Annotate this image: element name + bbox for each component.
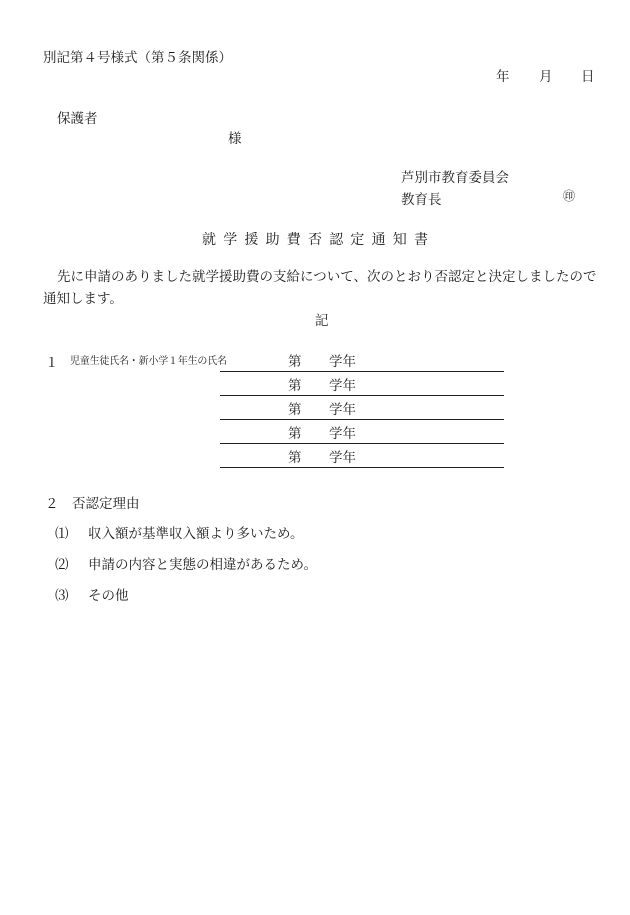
grade-dai: 第 xyxy=(288,378,302,394)
date-year: 年 xyxy=(496,69,510,85)
grade-dai: 第 xyxy=(288,450,302,466)
issuer-title: 教育長 xyxy=(401,192,442,208)
reason-text: その他 xyxy=(88,588,129,604)
reason-text: 申請の内容と実態の相違があるため。 xyxy=(88,557,317,573)
reason-number: ⑵ xyxy=(55,557,69,573)
item2-number: ２ xyxy=(45,496,59,512)
grade-gakunen: 学年 xyxy=(329,378,356,394)
date-day: 日 xyxy=(581,69,595,85)
reason-item xyxy=(55,584,129,604)
item1-label: 児童生徒氏名・新小学１年生の氏名 xyxy=(70,356,227,367)
grade-dai: 第 xyxy=(288,354,302,370)
date-line xyxy=(496,65,595,85)
grade-gakunen: 学年 xyxy=(329,354,356,370)
item2-label: 否認定理由 xyxy=(72,496,140,512)
reason-number: ⑴ xyxy=(55,526,69,542)
ki-heading: 記 xyxy=(315,313,329,329)
date-month: 月 xyxy=(539,69,553,85)
form-label: 別記第４号様式（第５条関係） xyxy=(43,50,232,66)
item2-heading xyxy=(45,492,140,512)
grade-gakunen: 学年 xyxy=(329,426,356,442)
reason-item xyxy=(55,522,303,542)
recipient-title: 保護者 xyxy=(57,111,98,127)
grade-row xyxy=(220,420,504,444)
reason-item xyxy=(55,553,317,573)
seal-mark: ㊞ xyxy=(563,189,576,203)
grade-gakunen: 学年 xyxy=(329,402,356,418)
issuer-organization: 芦別市教育委員会 xyxy=(401,170,509,186)
recipient-honorific: 様 xyxy=(228,131,242,147)
grade-row xyxy=(220,348,504,372)
body-text: 先に申請のありました就学援助費の支給について、次のとおり否認定と決定しましたので通知します。 xyxy=(43,269,597,307)
reason-text: 収入額が基準収入額より多いため。 xyxy=(88,526,304,542)
item1-number: １ xyxy=(45,355,59,371)
grade-row xyxy=(220,372,504,396)
grade-gakunen: 学年 xyxy=(329,450,356,466)
grade-table xyxy=(220,348,504,468)
grade-row xyxy=(220,396,504,420)
grade-dai: 第 xyxy=(288,402,302,418)
grade-dai: 第 xyxy=(288,426,302,442)
grade-row xyxy=(220,444,504,468)
reason-number: ⑶ xyxy=(55,588,69,604)
document-title: 就学援助費否認定通知書 xyxy=(202,232,436,248)
